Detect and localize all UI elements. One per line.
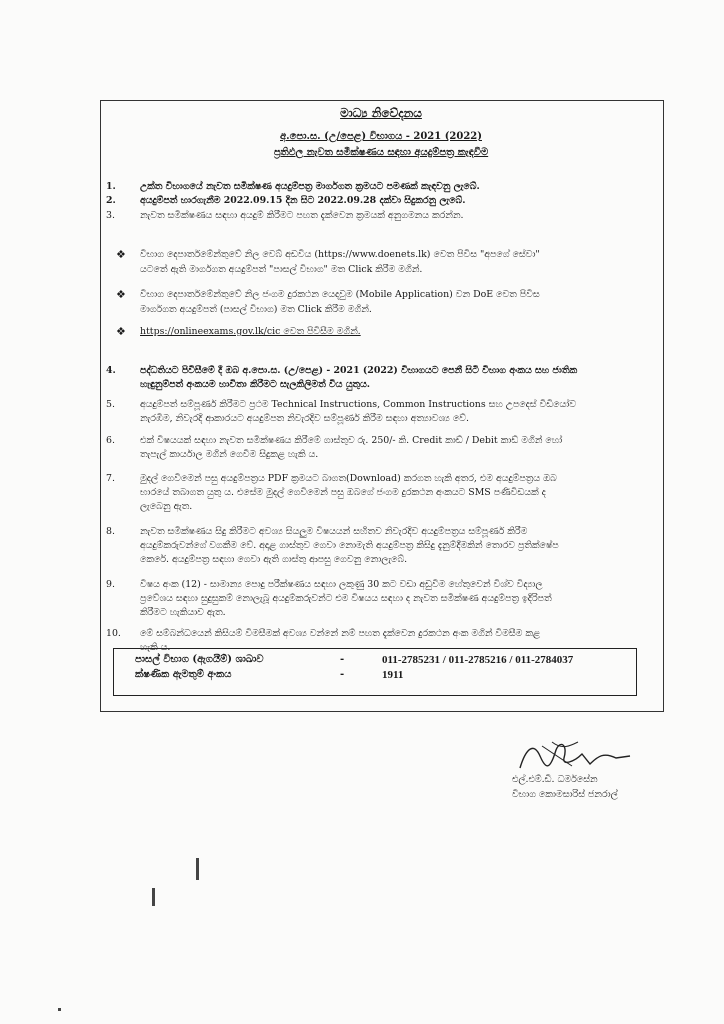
item-number: 2. — [106, 195, 116, 206]
item-line: හැකි ය. — [140, 642, 171, 653]
item-line: නැවත සමීක්ෂණය සිදු කිරීමට අවශ්‍ය සියලුම විෂයයන් සහිතව නිවැරදිව අයදුම්පත්‍රය සම්පූර්ණ කිරීම — [140, 526, 528, 537]
contact-dash: - — [340, 654, 345, 665]
item-number: 9. — [106, 579, 115, 590]
diamond-bullet-icon: ❖ — [116, 248, 126, 261]
item-number: 10. — [106, 628, 121, 639]
contact-phone-numbers: 011-2785231 / 011-2785216 / 011-2784037 — [382, 654, 574, 666]
item-number: 4. — [106, 365, 116, 376]
diamond-bullet-icon: ❖ — [116, 288, 126, 301]
scan-mark — [196, 858, 199, 880]
item-number: 5. — [106, 399, 115, 410]
signer-name: එල්.එම්.ඩී. ධර්මසේන — [512, 774, 598, 785]
scan-mark — [152, 888, 155, 906]
item-text: නැවත සමීක්ෂණය සඳහා අයදුම් කිරීමට පහත දැක්වෙන ක්‍රමයක් අනුගමනය කරන්න. — [140, 210, 464, 221]
bullet-line: යටතේ ඇති මාර්ගගත අයදුම්පත් "පාසල් විභාග" මත Click කිරීම මගින්. — [140, 264, 423, 275]
item-line: ප්‍රවේශය සඳහා සුදුසුකම් නොලැබූ අයදුම්කරුවන්ට එම විෂයය සඳහා ද නැවත සමීක්ෂණ අයදුම්පත්‍ර ඉදිරිපත් — [140, 593, 552, 604]
signature-image — [512, 736, 652, 776]
subject-line: ප්‍රතිඵල නැවත සමීක්ෂණය සඳහා අයදුම්පත්‍ර කැඳවීම — [273, 147, 489, 158]
exam-line: අ.පො.ස. (උ/පෙළ) විභාගය - 2021 (2022) — [280, 131, 482, 142]
item-number: 6. — [106, 435, 115, 446]
item-number: 3. — [106, 210, 115, 221]
page-title: මාධ්‍ය නිවේදනය — [340, 106, 422, 120]
item-line: භාරයේ තබාගත යුතු ය. එසේම මුදල් ගෙවීමෙන් පසු ඔබගේ ජංගම දුරකථන අංකයට SMS පණිවිඩයක් ද — [140, 487, 546, 498]
item-line: හැඳුනුම්පත් අංකයම භාවිතා කිරීමට සැලකිලිමත් විය යුතුය. — [140, 379, 371, 390]
item-line: අයදුම්පත් සම්පූර්ණ කිරීමට ප්‍රථම Technical Instructions, Common Instructions සහ උපදෙස් වීඩියෝව — [140, 399, 577, 410]
contact-label: පාසල් විභාග (ඇගයීම්) ශාඛාව — [135, 654, 264, 665]
contact-dash: - — [340, 669, 345, 680]
item-line: මේ සම්බන්ධයෙන් කිසියම් විමසීමක් අවශ්‍ය වන්නේ නම් පහත දැක්වෙන දුරකථන අංක මගින් විමසීම කළ — [140, 628, 541, 639]
bullet-line: විභාග දෙපාර්තමේන්තුවේ නිල වෙබ් අඩවිය (https://www.doenets.lk) වෙත පිවිස "අපගේ සේවා" — [140, 249, 540, 260]
item-line: මුදල් ගෙවීමෙන් පසු අයදුම්පත්‍රය PDF ක්‍රමයට බාගත(Download) කරගත හැකි අතර, එම අයදුම්පත්‍රය ඔබ — [140, 473, 557, 484]
online-exams-link[interactable]: https://onlineexams.gov.lk/cic වෙත පිවිසීම මගින්. — [140, 326, 361, 337]
item-line: කෙරේ. අයදුම්පත්‍ර සඳහා ගෙවා ඇති ගාස්තු ආපසු ගෙවනු නොලැබේ. — [140, 554, 408, 565]
item-text: අයදුම්පත් භාරගැනීම 2022.09.15 දින සිට 2022.09.28 දක්වා සිදුකරනු ලැබේ. — [140, 195, 466, 206]
item-line: ලැබෙනු ඇත. — [140, 501, 193, 512]
item-line: කිරීමට හැකියාව ඇත. — [140, 607, 226, 618]
item-line: අයදුම්කරුවන්ගේ වගකීම වේ. අදාළ ගාස්තුව ගෙවා නොමැති අයදුම්පත්‍ර කිසිදු දැනුම්දීමකින් තොරව ප්‍රතික්ෂේප — [140, 540, 559, 551]
item-text: උක්ත විභාගයේ නැවත සමීක්ෂණ අයදුම්පත්‍ර මාර්ගගත ක්‍රමයට පමණක් කැඳවනු ලැබේ. — [140, 181, 480, 192]
item-line: තැපැල් කාර්යාල මගින් ගෙවීම සිදුකළ හැකි ය. — [140, 449, 319, 460]
item-number: 7. — [106, 473, 115, 484]
item-line: නැරඹීම, නිවැරදි ආකාරයට අයදුම්පත නිවැරදිව සම්පූර්ණ කිරීම සඳහා අත්‍යාවශ්‍ය වේ. — [140, 413, 469, 424]
item-line: එක් විෂයයක් සඳහා නැවත සමීක්ෂණය කිරීමේ ගාස්තුව රු. 250/- කි. Credit කාඩ් / Debit කාඩ් මගින් හෝ — [140, 435, 563, 446]
item-line: විෂය අංක (12) - සාමාන්‍ය පොදු පරීක්ෂණය සඳහා ලකුණු 30 කට වඩා අඩුවීම හේතුවෙන් විශ්ව විද්‍යාල — [140, 579, 543, 590]
contact-label: ක්ෂණික ඇමතුම් අංකය — [135, 669, 232, 680]
scan-mark — [58, 1008, 61, 1011]
hotline-number: 1911 — [382, 669, 404, 681]
bullet-line: විභාග දෙපාර්තමේන්තුවේ නිල ජංගම දුරකථන යෙදවුම (Mobile Application) වන DoE වෙත පිවිස — [140, 289, 540, 300]
signer-title: විභාග කොමසාරිස් ජනරාල් — [512, 789, 618, 800]
diamond-bullet-icon: ❖ — [116, 325, 126, 338]
item-number: 8. — [106, 526, 115, 537]
bullet-line: මාර්ගගත අයදුම්පත් (පාසල් විභාග) මත Click කිරීම මගින්. — [140, 304, 372, 315]
item-line: පද්ධතියට පිවිසීමේ දී ඔබ අ.පො.ස. (උ/පෙළ) - 2021 (2022) විභාගයට පෙනී සිටි විභාග අංකය සහ ජාතික — [140, 365, 578, 376]
item-number: 1. — [106, 181, 116, 192]
